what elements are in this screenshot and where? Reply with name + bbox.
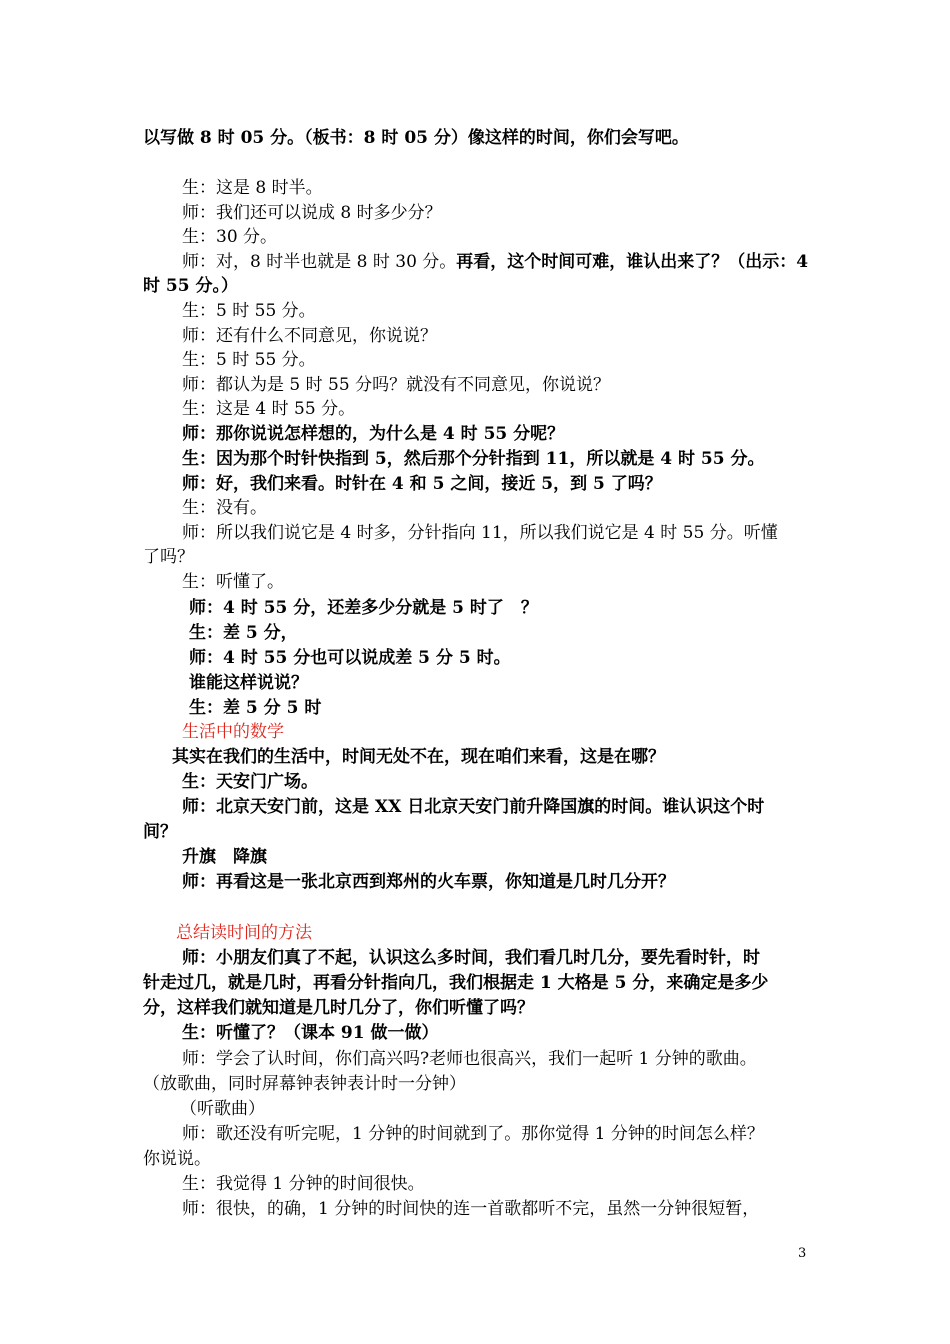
text-line: 师：我们还可以说成 8 时多少分？ (182, 203, 442, 223)
text-line: 师：都认为是 5 时 55 分吗？就没有不同意见，你说说？ (182, 375, 611, 395)
text-line: 以写做 8 时 05 分。（板书：8 时 05 分）像这样的时间，你们会写吧。 (143, 128, 689, 148)
text-line: 其实在我们的生活中，时间无处不在，现在咱们来看，这是在哪？ (172, 747, 665, 767)
text-line: 谁能这样说说？ (189, 673, 308, 693)
text-line: 生：没有。 (182, 498, 267, 518)
text-line-mixed (182, 250, 808, 274)
text-line: 时 55 分。） (143, 276, 238, 296)
text-line: 生：听懂了。 (182, 572, 284, 592)
text-line: 生：5 时 55 分。 (182, 301, 316, 321)
text-line: 师：还有什么不同意见，你说说？ (182, 326, 437, 346)
text-line: 生：5 时 55 分。 (182, 350, 316, 370)
text-line: 间？ (143, 822, 177, 842)
text-line: 生：差 5 分 5 时 (189, 698, 322, 718)
text-line: 针走过几，就是几时，再看分针指向几，我们根据走 1 大格是 5 分，来确定是多少 (143, 973, 769, 993)
page-number: 3 (798, 1246, 807, 1261)
text-line: 师：4 时 55 分也可以说成差 5 分 5 时。 (189, 648, 511, 668)
text-line: 师：再看这是一张北京西到郑州的火车票，你知道是几时几分开？ (182, 872, 675, 892)
text-line: 师：那你说说怎样想的，为什么是 4 时 55 分呢？ (182, 424, 565, 444)
text-line: 师：北京天安门前，这是 XX 日北京天安门前升降国旗的时间。谁认识这个时 (182, 797, 765, 817)
section-heading: 总结读时间的方法 (176, 923, 312, 943)
text-line: 师：歌还没有听完呢，1 分钟的时间就到了。那你觉得 1 分钟的时间怎么样？ (182, 1124, 764, 1144)
text-line: 师：学会了认时间，你们高兴吗?老师也很高兴，我们一起听 1 分钟的歌曲。 (182, 1049, 757, 1069)
text-span-normal: 师：对，8 时半也就是 8 时 30 分。 (182, 252, 457, 272)
text-line: 生：差 5 分， (189, 623, 298, 643)
text-line: （听歌曲） (180, 1099, 265, 1119)
text-line: （放歌曲，同时屏幕钟表钟表计时一分钟） (143, 1074, 466, 1094)
text-line: 师：4 时 55 分，还差多少分就是 5 时了 ？ (189, 598, 538, 618)
text-line: 了吗？ (143, 547, 194, 567)
text-line: 你说说。 (143, 1149, 211, 1169)
text-line: 生：这是 4 时 55 分。 (182, 399, 356, 419)
text-line: 升旗 降旗 (182, 847, 267, 867)
text-line: 师：很快，的确，1 分钟的时间快的连一首歌都听不完，虽然一分钟很短暂， (182, 1199, 760, 1219)
text-line: 师：小朋友们真了不起，认识这么多时间，我们看几时几分，要先看时针，时 (182, 948, 760, 968)
text-line: 生：因为那个时针快指到 5，然后那个分针指到 11，所以就是 4 时 55 分。 (182, 449, 765, 469)
section-heading: 生活中的数学 (182, 722, 284, 742)
text-line: 分，这样我们就知道是几时几分了，你们听懂了吗？ (143, 998, 534, 1018)
text-span-bold: 再看，这个时间可难，谁认出来了？（出示：4 (456, 252, 809, 272)
text-line: 生：听懂了？（课本 91 做一做） (182, 1023, 439, 1043)
text-line: 生：这是 8 时半。 (182, 178, 323, 198)
text-line: 生：天安门广场。 (182, 772, 318, 792)
text-line: 生：我觉得 1 分钟的时间很快。 (182, 1174, 425, 1194)
text-line: 师：所以我们说它是 4 时多，分针指向 11，所以我们说它是 4 时 55 分。听懂 (182, 523, 778, 543)
text-line: 生：30 分。 (182, 227, 278, 247)
text-line: 师：好，我们来看。时针在 4 和 5 之间，接近 5，到 5 了吗？ (182, 474, 662, 494)
